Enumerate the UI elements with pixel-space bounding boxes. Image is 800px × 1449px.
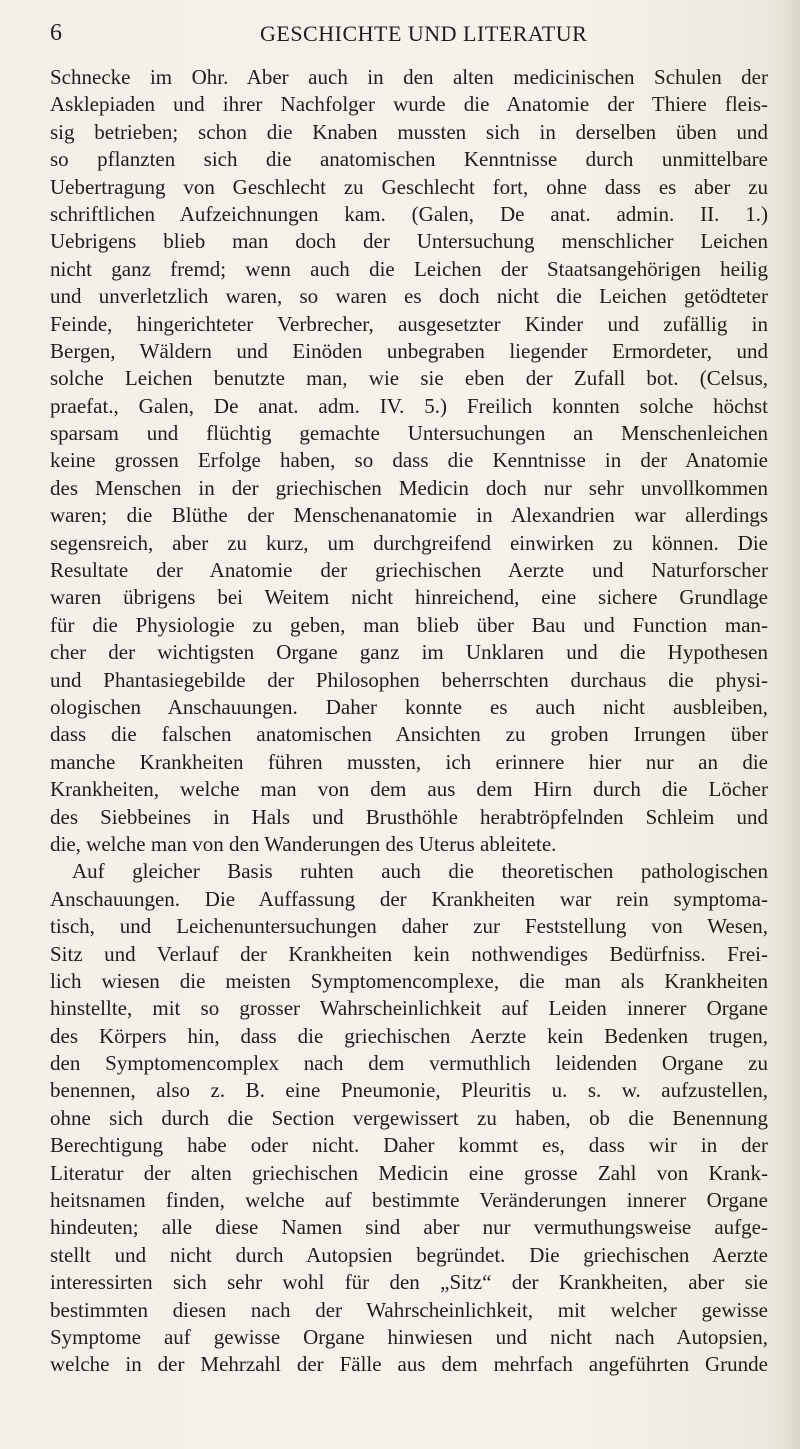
text-line: sig betrieben; schon die Knaben mussten sich in derselben üben und xyxy=(50,119,768,144)
body-text xyxy=(50,64,768,1379)
text-line: und unverletzlich waren, so waren es doch nicht die Leichen getödteter xyxy=(50,284,768,309)
text-line: heitsnamen finden, welche auf bestimmte Veränderungen innerer Organe xyxy=(50,1188,768,1213)
text-line: segensreich, aber zu kurz, um durchgreifend einwirken zu können. Die xyxy=(50,530,768,555)
text-line: des Menschen in der griechischen Medicin doch nur sehr unvollkommen xyxy=(50,475,768,500)
text-line: waren; die Blüthe der Menschenanatomie in Alexandrien war allerdings xyxy=(50,503,768,528)
text-line: Anschauungen. Die Auffassung der Krankheiten war rein symptoma- xyxy=(50,886,768,911)
text-line: manche Krankheiten führen mussten, ich erinnere hier nur an die xyxy=(50,749,768,774)
text-line: Uebertragung von Geschlecht zu Geschlecht fort, ohne dass es aber zu xyxy=(50,174,768,199)
text-line: Schnecke im Ohr. Aber auch in den alten medicinischen Schulen der xyxy=(50,65,768,89)
text-line: des Körpers hin, dass die griechischen Aerzte kein Bedenken trugen, xyxy=(50,1023,768,1048)
page-number: 6 xyxy=(50,20,62,46)
text-line: tisch, und Leichenuntersuchungen daher zur Feststellung von Wesen, xyxy=(50,914,768,939)
text-line: welche in der Mehrzahl der Fälle aus dem mehrfach angeführten Grunde xyxy=(50,1352,768,1377)
text-line: für die Physiologie zu geben, man blieb über Bau und Function man- xyxy=(50,612,768,637)
text-line: stellt und nicht durch Autopsien begründet. Die griechischen Aerzte xyxy=(50,1242,768,1267)
text-line: ohne sich durch die Section vergewissert zu haben, ob die Benennung xyxy=(50,1105,768,1130)
text-line: interessirten sich sehr wohl für den „Sitz“ der Krankheiten, aber sie xyxy=(50,1270,768,1295)
text-line: Literatur der alten griechischen Medicin eine grosse Zahl von Krank- xyxy=(50,1160,768,1185)
text-line: hinstellte, mit so grosser Wahrscheinlichkeit auf Leiden innerer Organe xyxy=(50,996,768,1021)
page-edge-shadow xyxy=(784,0,800,1449)
text-line: den Symptomencomplex nach dem vermuthlich leidenden Organe zu xyxy=(50,1051,768,1076)
text-line: Bergen, Wäldern und Einöden unbegraben liegender Ermordeter, und xyxy=(50,338,768,363)
text-line: praefat., Galen, De anat. adm. IV. 5.) Freilich konnten solche höchst xyxy=(50,393,768,418)
text-line: Auf gleicher Basis ruhten auch die theoretischen pathologischen xyxy=(72,859,768,884)
text-line: die, welche man von den Wanderungen des Uterus ableitete. xyxy=(50,831,557,856)
text-line: keine grossen Erfolge haben, so dass die Kenntnisse in der Anatomie xyxy=(50,448,768,473)
text-line: Sitz und Verlauf der Krankheiten kein nothwendiges Bedürfniss. Frei- xyxy=(50,941,768,966)
text-line: Resultate der Anatomie der griechischen Aerzte und Naturforscher xyxy=(50,558,768,583)
text-line: so pflanzten sich die anatomischen Kenntnisse durch unmittelbare xyxy=(50,147,768,172)
text-line: solche Leichen benutzte man, wie sie eben der Zufall bot. (Celsus, xyxy=(50,366,768,391)
text-line: hindeuten; alle diese Namen sind aber nur vermuthungsweise aufge- xyxy=(50,1215,768,1240)
text-line: dass die falschen anatomischen Ansichten zu groben Irrungen über xyxy=(50,722,768,747)
text-line: Uebrigens blieb man doch der Untersuchung menschlicher Leichen xyxy=(50,229,768,254)
text-line: bestimmten diesen nach der Wahrscheinlichkeit, mit welcher gewisse xyxy=(50,1297,768,1322)
text-line: waren übrigens bei Weitem nicht hinreichend, eine sichere Grundlage xyxy=(50,585,768,610)
text-line: ologischen Anschauungen. Daher konnte es auch nicht ausbleiben, xyxy=(50,694,768,719)
text-line: und Phantasiegebilde der Philosophen beherrschten durchaus die physi- xyxy=(50,667,768,692)
text-line: cher der wichtigsten Organe ganz im Unklaren und die Hypothesen xyxy=(50,640,768,665)
text-line: Symptome auf gewisse Organe hinwiesen und nicht nach Autopsien, xyxy=(50,1324,768,1349)
text-line: schriftlichen Aufzeichnungen kam. (Galen, De anat. admin. II. 1.) xyxy=(50,201,768,226)
text-line: des Siebbeines in Hals und Brusthöhle herabtröpfelnden Schleim und xyxy=(50,804,768,829)
text-line: Krankheiten, welche man von dem aus dem Hirn durch die Löcher xyxy=(50,777,768,802)
text-line: lich wiesen die meisten Symptomencomplexe, die man als Krankheiten xyxy=(50,968,768,993)
text-line: benennen, also z. B. eine Pneumonie, Pleuritis u. s. w. aufzustellen, xyxy=(50,1078,768,1103)
text-line: nicht ganz fremd; wenn auch die Leichen der Staatsangehörigen heilig xyxy=(50,256,768,281)
text-line: Asklepiaden und ihrer Nachfolger wurde die Anatomie der Thiere fleis- xyxy=(50,92,768,117)
text-line: Feinde, hingerichteter Verbrecher, ausgesetzter Kinder und zufällig in xyxy=(50,311,768,336)
page-header xyxy=(0,0,800,60)
text-line: Berechtigung habe oder nicht. Daher kommt es, dass wir in der xyxy=(50,1133,768,1158)
text-line: sparsam und flüchtig gemachte Untersuchungen an Menschenleichen xyxy=(50,421,768,446)
running-head: GESCHICHTE UND LITERATUR xyxy=(260,21,588,46)
